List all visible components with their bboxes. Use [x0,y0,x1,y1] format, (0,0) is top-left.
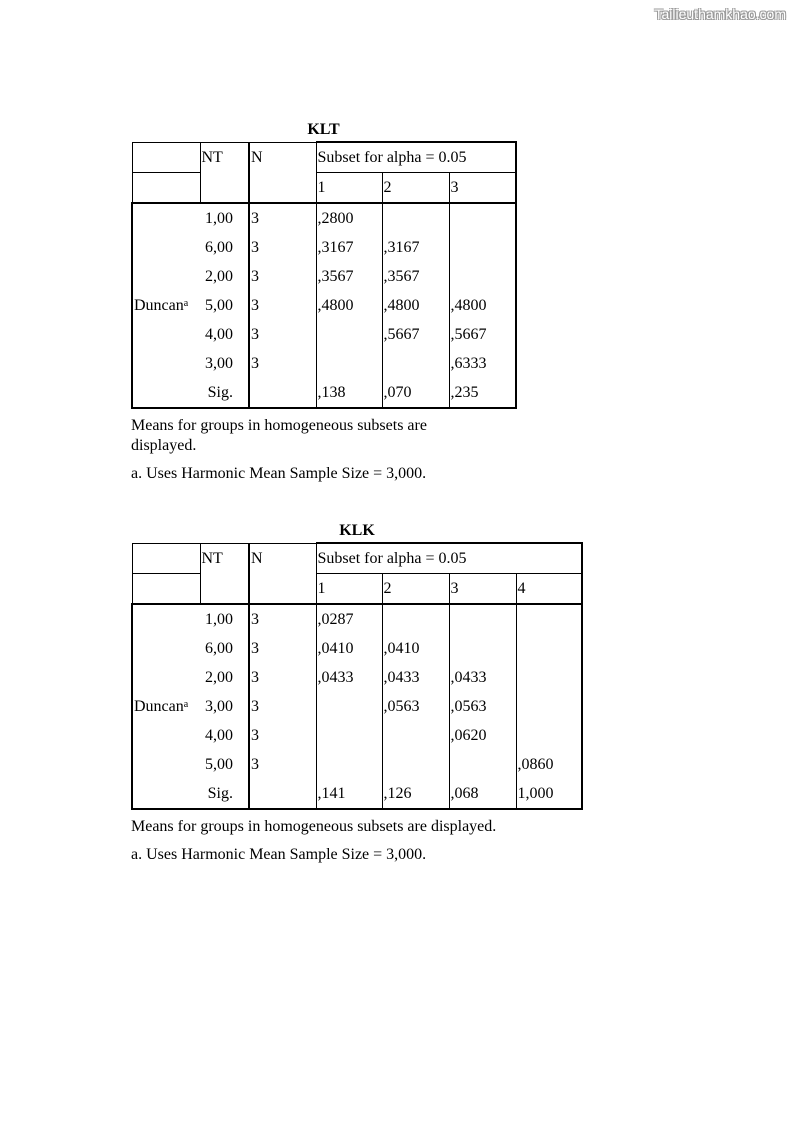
header-subset-4: 4 [516,574,582,605]
table-row [132,692,582,721]
footnote-means-cont: displayed. [131,437,197,454]
subset-cell: ,4800 [316,291,382,320]
subset-cell: ,2800 [316,203,382,233]
subset-cell [316,721,382,750]
n-cell: 3 [249,634,316,663]
n-cell: 3 [249,692,316,721]
sig-cell: ,138 [316,378,382,408]
subset-cell [316,750,382,779]
subset-cell [316,349,382,378]
nt-cell: 3,00 [200,349,249,378]
subset-cell [516,663,582,692]
sig-cell: ,141 [316,779,382,809]
subset-cell [516,634,582,663]
header-n: N [249,142,316,203]
nt-cell: 4,00 [200,721,249,750]
subset-cell [316,692,382,721]
header-n: N [249,543,316,604]
subset-cell: ,3167 [382,233,449,262]
nt-cell: 2,00 [200,262,249,291]
nt-cell: 6,00 [200,233,249,262]
table-row [132,721,582,750]
table-row-sig [132,779,582,809]
duncan-table-klk [131,542,583,810]
table-row [132,604,582,634]
method-label: Duncan [134,296,184,314]
subset-cell: ,0287 [316,604,382,634]
table-title: KLT [307,121,340,138]
nt-cell: 1,00 [200,203,249,233]
sig-cell: 1,000 [516,779,582,809]
subset-cell [449,604,516,634]
header-subset-1: 1 [316,173,382,204]
subset-cell [516,721,582,750]
subset-cell: ,0860 [516,750,582,779]
nt-cell: Sig. [200,378,249,408]
duncan-table-klt [131,141,517,409]
sig-cell: ,068 [449,779,516,809]
subset-cell: ,0433 [382,663,449,692]
subset-cell: ,0433 [449,663,516,692]
subset-cell [449,634,516,663]
subset-cell [449,750,516,779]
header-nt: NT [200,543,249,604]
n-cell: 3 [249,262,316,291]
subset-cell [449,233,516,262]
subset-cell [516,604,582,634]
n-cell: 3 [249,721,316,750]
header-corner [132,142,200,173]
sig-cell: ,126 [382,779,449,809]
header-corner-lower [132,173,200,204]
header-subset: Subset for alpha = 0.05 [316,142,516,173]
footnote-means: Means for groups in homogeneous subsets are [131,417,427,434]
method-footnote: a [183,698,189,710]
subset-cell [382,349,449,378]
subset-cell: ,4800 [449,291,516,320]
subset-cell: ,5667 [449,320,516,349]
subset-cell [316,320,382,349]
subset-cell [516,692,582,721]
subset-cell [449,262,516,291]
watermark: Tailieuthamkhao.com [654,6,786,22]
footnote-harmonic: a. Uses Harmonic Mean Sample Size = 3,000. [131,846,427,863]
table-row [132,663,582,692]
method-cell [132,203,200,408]
nt-cell: 5,00 [200,750,249,779]
n-cell: 3 [249,663,316,692]
subset-cell: ,5667 [382,320,449,349]
n-cell [249,378,316,408]
nt-cell: 2,00 [200,663,249,692]
n-cell: 3 [249,320,316,349]
table-row [132,750,582,779]
subset-cell [449,203,516,233]
n-cell: 3 [249,291,316,320]
subset-cell [382,604,449,634]
header-subset-3: 3 [449,574,516,605]
method-label: Duncan [134,697,184,715]
header-corner [132,543,200,574]
header-subset: Subset for alpha = 0.05 [316,543,582,574]
subset-cell: ,0563 [382,692,449,721]
subset-cell: ,0433 [316,663,382,692]
header-subset-2: 2 [382,173,449,204]
sig-cell: ,070 [382,378,449,408]
nt-cell: 4,00 [200,320,249,349]
subset-cell: ,0563 [449,692,516,721]
header-nt: NT [200,142,249,203]
nt-cell: 1,00 [200,604,249,634]
table-row [132,634,582,663]
n-cell: 3 [249,750,316,779]
table-title: KLK [339,522,375,539]
method-cell [132,604,200,809]
footnote-harmonic: a. Uses Harmonic Mean Sample Size = 3,000. [131,465,427,482]
n-cell: 3 [249,203,316,233]
header-subset-1: 1 [316,574,382,605]
table-block-klt [131,119,517,484]
footnote-means: Means for groups in homogeneous subsets are displayed. [131,818,497,835]
header-corner-lower [132,574,200,605]
subset-cell: ,0410 [316,634,382,663]
nt-cell: 5,00 [200,291,249,320]
subset-cell [382,750,449,779]
nt-cell: Sig. [200,779,249,809]
n-cell [249,779,316,809]
header-subset-3: 3 [449,173,516,204]
subset-cell [382,721,449,750]
subset-cell: ,3567 [382,262,449,291]
subset-cell: ,6333 [449,349,516,378]
nt-cell: 6,00 [200,634,249,663]
n-cell: 3 [249,233,316,262]
subset-cell [382,203,449,233]
sig-cell: ,235 [449,378,516,408]
n-cell: 3 [249,349,316,378]
subset-cell: ,0410 [382,634,449,663]
subset-cell: ,4800 [382,291,449,320]
table-row [132,203,516,233]
subset-cell: ,3167 [316,233,382,262]
n-cell: 3 [249,604,316,634]
header-subset-2: 2 [382,574,449,605]
table-block-klk [131,520,583,865]
subset-cell: ,0620 [449,721,516,750]
method-footnote: a [183,297,189,309]
nt-cell: 3,00 [200,692,249,721]
subset-cell: ,3567 [316,262,382,291]
